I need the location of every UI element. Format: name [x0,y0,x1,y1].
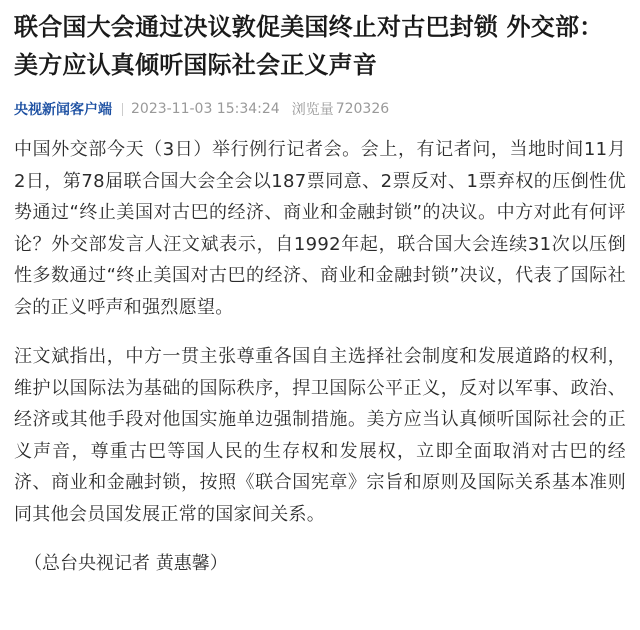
article-meta [14,98,626,120]
source-link[interactable]: 央视新闻客户端 [14,102,112,118]
meta-divider [122,103,123,116]
reporter-byline: （总台央视记者 黄惠馨） [24,553,228,574]
article-body [14,134,626,579]
views-count: 720326 [335,101,390,117]
paragraph: 中国外交部今天（3日）举行例行记者会。会上，有记者问，当地时间11月2日，第78届联合国大会全会以187票同意、2票反对、1票弃权的压倒性优势通过“终止美国对古巴的经济、商业和金融封锁”的决议。中方对此有何评论？外交部发言人汪文斌表示，自1992年起，联合国大会连续31次以压倒性多数通过“终止美国对古巴的经济、商业和金融封锁”决议，代表了国际社会的正义呼声和强烈愿望。 [14,139,626,318]
views-label: 浏览量 [291,102,334,118]
publish-time: 2023-11-03 15:34:24 [131,101,280,117]
article-title: 联合国大会通过决议敦促美国终止对古巴封锁 外交部：美方应认真倾听国际社会正义声音 [14,13,604,79]
paragraph: 汪文斌指出，中方一贯主张尊重各国自主选择社会制度和发展道路的权利，维护以国际法为基础的国际秩序，捍卫国际公平正义，反对以军事、政治、经济或其他手段对他国实施单边强制措施。美方应当认真倾听国际社会的正义声音，尊重古巴等国人民的生存权和发展权，立即全面取消对古巴的经济、商业和金融封锁，按照《联合国宪章》宗旨和原则及国际关系基本准则同其他会员国发展正常的国家间关系。 [14,346,626,525]
